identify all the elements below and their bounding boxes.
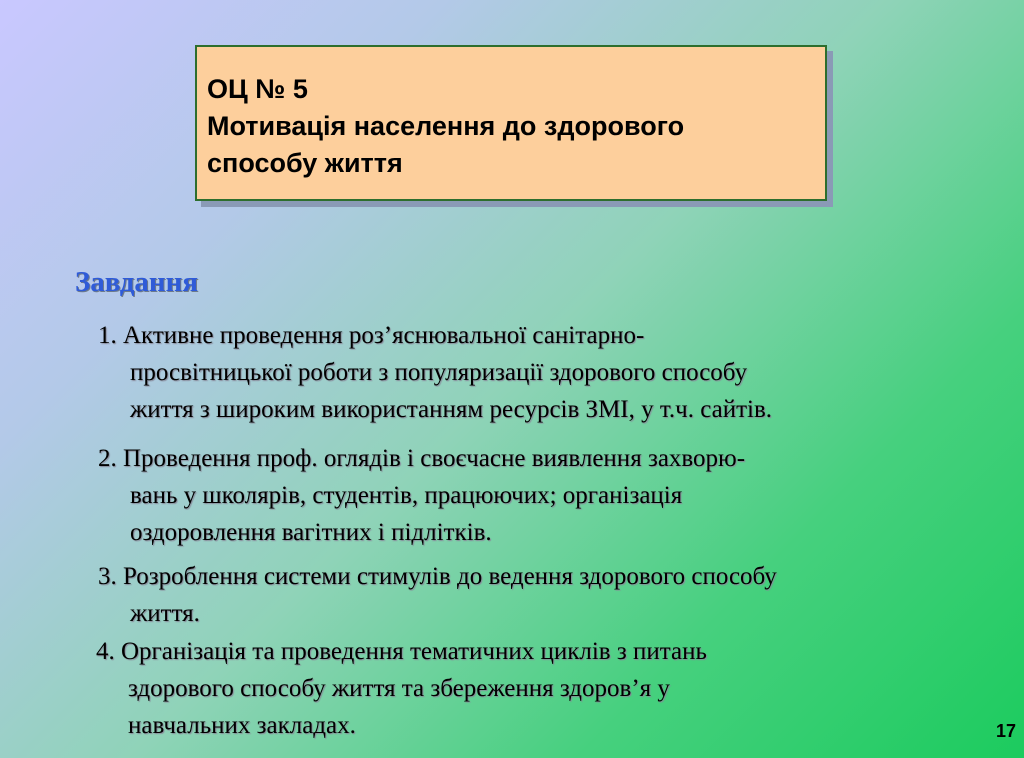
title-box <box>195 45 827 201</box>
task-line: 2. Проведення проф. оглядів і своєчасне виявлення захворю- <box>98 445 746 472</box>
page-number: 17 <box>995 721 1016 741</box>
task-line: здорового способу життя та збереження здоров’я у <box>128 675 670 702</box>
task-item-2 <box>98 440 745 551</box>
title-line-1: ОЦ № 5 <box>207 74 308 104</box>
task-line: 1. Активне проведення роз’яснювальної санітарно- <box>98 322 645 349</box>
title-line-2: Мотивація населення до здорового <box>207 111 685 141</box>
task-line: просвітницької роботи з популяризації здорового способу <box>130 359 748 386</box>
task-line: 4. Організація та проведення тематичних циклів з питань <box>96 638 707 665</box>
task-item-4 <box>96 633 707 744</box>
task-item-3 <box>98 558 777 632</box>
task-line: вань у школярів, студентів, працюючих; організація <box>130 482 683 509</box>
task-line: навчальних закладах. <box>128 712 356 739</box>
task-line: оздоровлення вагітних і підлітків. <box>130 519 492 546</box>
task-line: життя. <box>130 600 200 627</box>
section-heading: Завдання <box>75 266 199 298</box>
title-line-3: способу життя <box>207 148 403 178</box>
task-item-1 <box>98 317 772 428</box>
task-line: 3. Розроблення системи стимулів до ведення здорового способу <box>98 563 777 590</box>
task-line: життя з широким використанням ресурсів ЗМІ, у т.ч. сайтів. <box>130 396 773 423</box>
